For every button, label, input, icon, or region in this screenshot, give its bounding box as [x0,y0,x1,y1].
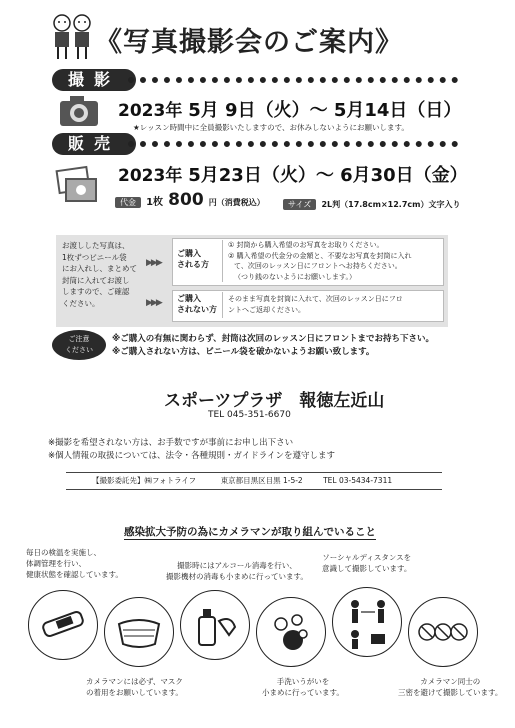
caption-distance: ソーシャルディスタンスを 意識して撮影しています。 [322,553,412,573]
caption-thermometer: 毎日の検温を実施し、 体調管理を行い、 健康状態を確認しています。 [26,548,123,579]
price-unit: 円（消費税込） [208,198,265,207]
caution-badge: ご注意 ください [52,330,106,360]
price-tag: 代金 [115,197,141,208]
mask-icon [104,597,174,667]
size-tag: サイズ [283,199,316,210]
contractor-bar [66,472,442,490]
caution-text: ※ご購入の有無に関わらず、封筒は次回のレッスン日にフロントまでお持ち下さい。 ※ご購入されない方は、ビニール袋を破かないようお願い致します。 [112,334,435,357]
price-value: 800 [168,190,204,210]
notes: ※撮影を希望されない方は、お手数ですが事前にお申し出下さい ※個人情報の取扱については、法令・各種規則・ガイドラインを遵守します [48,438,335,461]
buy-label: ご購入 される方 [177,249,209,269]
arrow-icon: ▶▶▶ [146,298,161,308]
caption-handwash: 手洗いうがいを 小まめに行っています。 [262,677,344,697]
price-count: 1枚 [146,197,164,208]
contractor-tel: TEL 03-5434-7311 [323,476,393,485]
page-title: 《写真撮影会のご案内》 [95,27,403,58]
caption-no-crowd: カメラマン同士の 三密を避けて撮影しています。 [398,677,503,697]
instructions-left: お渡しした写真は、 1枚ずつビニール袋 にお入れし、まとめて 封筒に入れてお渡し しますので、ご確認 ください。 [62,241,137,308]
contractor-address: 東京都目黒区目黒 1-5-2 [220,476,303,485]
nobuy-text: そのまま写真を封筒に入れて、次回のレッスン日にフロ ントへご返却ください。 [228,295,403,314]
shooting-year: 2023年 [118,101,183,121]
caption-mask: カメラマンには必ず、マスク の着用をお願いしています。 [86,677,183,697]
divider [128,77,458,83]
divider [128,141,458,147]
size-text: 2L判（17.8cm×12.7cm）文字入り [321,200,461,209]
sales-date-range: 5月23日（火）～ 6月30日（金） [188,165,468,186]
sales-year: 2023年 [118,166,183,186]
shooting-label: 撮影 [52,69,136,91]
thermometer-icon [28,590,98,660]
nobuy-label: ご購入 されない方 [177,294,217,314]
photo-print-icon [54,165,100,205]
contractor-label: 【撮影委託先】㈱フォトライフ [92,476,197,485]
buy-text: ① 封筒から購入希望のお写真をお取りください。 ② 購入希望の代金分の金額と、不要なお写真を封筒に入れ て、次回のレッスン日にフロントへお持ちください。 （つり銭のないようにお願いします。） [228,241,412,281]
facility-tel: TEL 045-351-6670 [208,410,291,420]
shooting-note: ★レッスン時間中に全員撮影いたしますので、お休みしないようにお願いします。 [133,123,409,132]
facility-name: スポーツプラザ 報徳左近山 [164,391,385,411]
sales-label: 販売 [52,133,136,155]
handwash-icon [256,597,326,667]
infection-heading: 感染拡大予防の為にカメラマンが取り組んでいること [124,526,376,538]
social-distance-icon [332,587,402,657]
sanitizer-icon [180,590,250,660]
shooting-date-range: 5月 9日（火）～ 5月14日（日） [188,100,462,121]
caption-sanitizer: 撮影時にはアルコール消毒を行い、 撮影機材の消毒も小まめに行っています。 [166,561,308,581]
arrow-icon: ▶▶▶ [146,258,161,268]
no-crowd-icon [408,597,478,667]
children-illustration [48,12,96,62]
camera-icon [58,94,100,128]
